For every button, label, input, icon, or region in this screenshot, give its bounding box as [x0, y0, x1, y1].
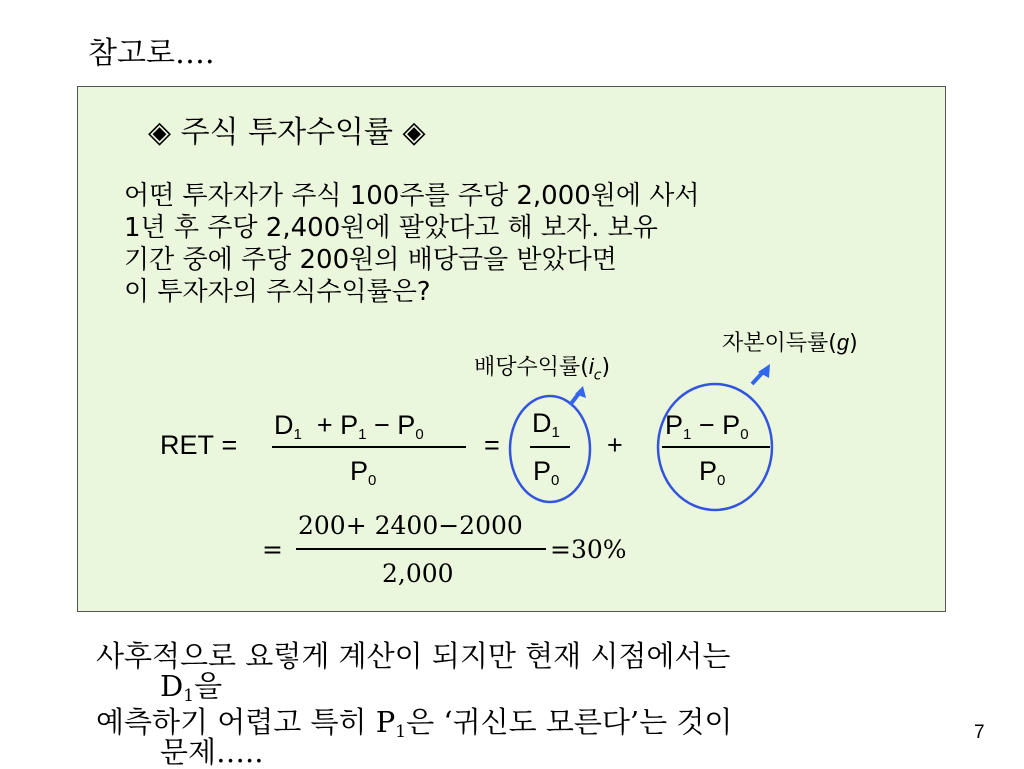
fraction-bar-calculation: [296, 548, 546, 550]
formula-plus: +: [607, 430, 623, 460]
dividend-arrow-icon: [570, 386, 586, 405]
fraction-bar-capital: [662, 446, 770, 448]
capital-gain-denominator: $P_0$: [699, 456, 726, 489]
paragraph-line-1: 어떤 투자자가 주식 100주를 주당 2,000원에 사서: [124, 181, 700, 211]
page-number: 7: [974, 722, 985, 743]
formula-denominator: $P_0$: [350, 456, 377, 489]
dividend-denominator: $P_0$: [533, 456, 560, 489]
footer-line-2: $D_1$을: [160, 669, 223, 706]
calculation-result: =30%: [550, 535, 627, 564]
formula-equals-2: =: [484, 430, 500, 460]
formula-numerator: $D_1 + P_1 - P_0$: [274, 410, 424, 443]
footer-line-4: 문제…..: [160, 735, 264, 769]
calculation-denominator: 2,000: [382, 559, 454, 588]
slide-title: 참고로….: [88, 36, 215, 71]
dividend-yield-label: 배당수익률$(i_c)$: [474, 354, 611, 384]
calculation-numerator: 200+ 2400−2000: [298, 511, 523, 540]
capital-gain-label: 자본이득률(g): [722, 330, 858, 356]
paragraph-line-3: 기간 중에 주당 200원의 배당금을 받았다면: [124, 245, 617, 275]
box-heading: ◈ 주식 투자수익률 ◈: [148, 115, 426, 150]
footer-line-1: 사후적으로 요렇게 계산이 되지만 현재 시점에서는: [96, 639, 731, 673]
calculation-equals: =: [262, 535, 283, 564]
fraction-bar-dividend: [530, 446, 570, 448]
fraction-bar-main: [272, 446, 466, 448]
capital-gain-arrow-icon: [752, 364, 770, 384]
paragraph-line-4: 이 투자자의 주식수익률은?: [124, 277, 431, 307]
capital-gain-numerator: $P_1 - P_0$: [665, 410, 749, 443]
footer-line-3: 예측하기 어렵고 특히 $P_1$은 ‘귀신도 모른다’는 것이: [96, 705, 733, 742]
formula-lhs: RET =: [160, 430, 238, 460]
paragraph-line-2: 1년 후 주당 2,400원에 팔았다고 해 보자. 보유: [124, 213, 658, 243]
dividend-numerator: $D_1$: [532, 408, 560, 441]
